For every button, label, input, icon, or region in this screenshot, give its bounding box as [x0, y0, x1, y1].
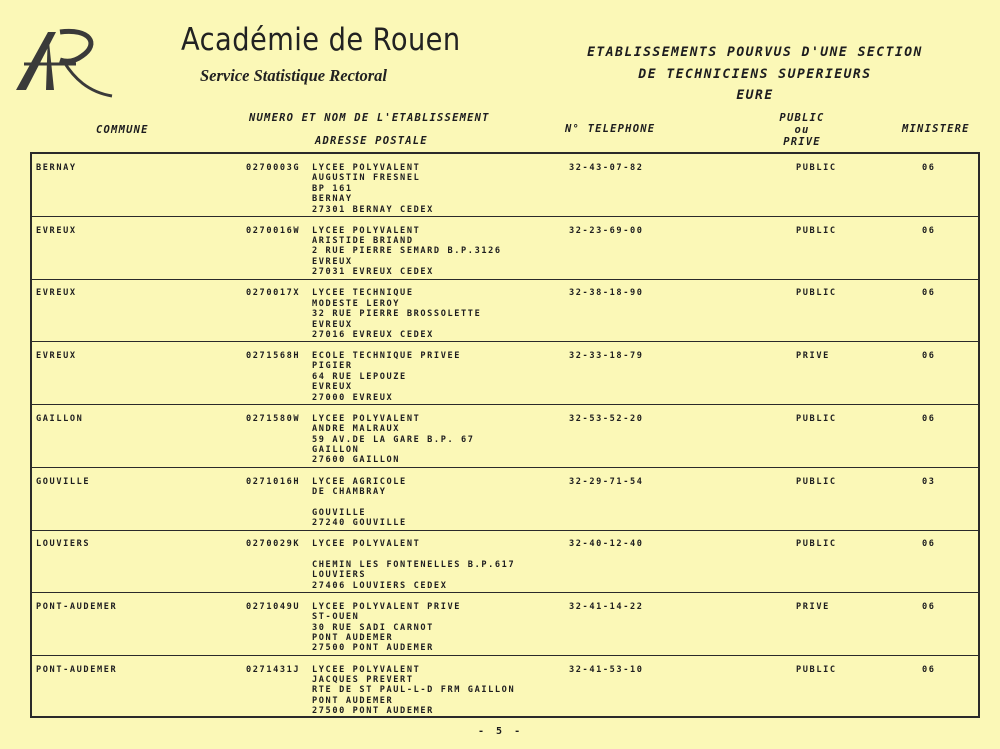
commune-cell: PONT-AUDEMER — [36, 601, 118, 612]
table-row — [32, 593, 978, 656]
establishment-code: 0270017X — [246, 288, 301, 299]
address-line: GAILLON — [312, 444, 360, 455]
postal-address — [312, 414, 475, 466]
address-line: EVREUX — [312, 382, 353, 393]
ministere-cell: 06 — [922, 539, 936, 550]
address-line: LYCEE POLYVALENT — [312, 413, 421, 424]
address-line: LYCEE POLYVALENT — [312, 163, 421, 173]
telephone-cell: 32-53-52-20 — [569, 413, 644, 424]
address-line: LYCEE POLYVALENT PRIVE — [312, 601, 462, 612]
telephone-cell: 32-33-18-79 — [569, 351, 644, 362]
postal-address — [312, 163, 434, 215]
address-line: LYCEE POLYVALENT — [312, 664, 421, 675]
commune-cell: BERNAY — [36, 163, 77, 173]
status-cell: PUBLIC — [796, 225, 837, 236]
address-line: LYCEE AGRICOLE — [312, 476, 407, 487]
telephone-cell: 32-23-69-00 — [569, 225, 644, 236]
table-row — [32, 342, 978, 405]
postal-address — [312, 665, 515, 717]
ministere-cell: 06 — [922, 225, 936, 236]
status-cell: PUBLIC — [796, 664, 837, 675]
address-line: 27031 EVREUX CEDEX — [312, 267, 434, 278]
column-header-ministere: MINISTERE — [902, 123, 970, 135]
address-line: EVREUX — [312, 319, 353, 330]
address-line: BERNAY — [312, 194, 353, 205]
address-line: ANDRE MALRAUX — [312, 424, 401, 435]
address-line: LOUVIERS — [312, 570, 367, 581]
status-cell: PUBLIC — [796, 476, 837, 487]
establishment-code: 0271049U — [246, 601, 301, 612]
page-number: - 5 - — [478, 726, 524, 737]
status-cell: PUBLIC — [796, 539, 837, 550]
column-header-public-prive — [768, 112, 836, 148]
address-line: JACQUES PREVERT — [312, 674, 414, 685]
table-row — [32, 154, 978, 217]
address-line: 27016 EVREUX CEDEX — [312, 329, 434, 340]
address-line: 27406 LOUVIERS CEDEX — [312, 580, 448, 591]
status-cell: PRIVE — [796, 601, 830, 612]
postal-address — [312, 226, 502, 278]
address-line: PONT AUDEMER — [312, 695, 394, 706]
address-line: EVREUX — [312, 256, 353, 267]
address-line: DE CHAMBRAY — [312, 486, 387, 497]
address-line — [312, 550, 515, 560]
ministere-cell: 06 — [922, 288, 936, 299]
address-line: LYCEE POLYVALENT — [312, 225, 421, 236]
postal-address — [312, 602, 461, 654]
address-line: PONT AUDEMER — [312, 633, 394, 644]
doc-title-line1: ETABLISSEMENTS POURVUS D'UNE SECTION — [587, 45, 923, 60]
table-row — [32, 217, 978, 280]
commune-cell: EVREUX — [36, 351, 77, 362]
commune-cell: LOUVIERS — [36, 539, 91, 550]
establishments-table — [30, 152, 980, 718]
address-line: 64 RUE LEPOUZE — [312, 371, 407, 382]
establishment-code: 0271580W — [246, 413, 301, 424]
ministere-cell: 06 — [922, 664, 936, 675]
ministere-cell: 03 — [922, 476, 936, 487]
establishment-code: 0271568H — [246, 351, 301, 362]
address-line: 27240 GOUVILLE — [312, 518, 407, 529]
column-header-adresse: ADRESSE POSTALE — [315, 135, 428, 147]
commune-cell: PONT-AUDEMER — [36, 664, 118, 675]
address-line: RTE DE ST PAUL-L-D FRM GAILLON — [312, 685, 516, 696]
ministere-cell: 06 — [922, 351, 936, 362]
telephone-cell: 32-40-12-40 — [569, 539, 644, 550]
telephone-cell: 32-41-53-10 — [569, 664, 644, 675]
establishment-code: 0271431J — [246, 664, 301, 675]
ministere-cell: 06 — [922, 413, 936, 424]
telephone-cell: 32-41-14-22 — [569, 601, 644, 612]
establishment-code: 0271016H — [246, 476, 301, 487]
address-line: BP 161 — [312, 183, 353, 194]
postal-address — [312, 288, 481, 340]
address-line: 27600 GAILLON — [312, 455, 401, 466]
table-row — [32, 405, 978, 468]
address-line: AUGUSTIN FRESNEL — [312, 173, 421, 184]
ministere-cell: 06 — [922, 163, 936, 173]
address-line: 27500 PONT AUDEMER — [312, 706, 434, 717]
commune-cell: GOUVILLE — [36, 476, 91, 487]
address-line: GOUVILLE — [312, 507, 367, 518]
address-line: ECOLE TECHNIQUE PRIVEE — [312, 351, 462, 362]
commune-cell: EVREUX — [36, 225, 77, 236]
status-cell: PUBLIC — [796, 413, 837, 424]
address-line: 30 RUE SADI CARNOT — [312, 622, 434, 633]
postal-address — [312, 539, 515, 591]
address-line: 27500 PONT AUDEMER — [312, 643, 434, 654]
column-header-commune: COMMUNE — [96, 124, 149, 136]
department-name: EURE — [736, 88, 774, 103]
address-line: MODESTE LEROY — [312, 298, 401, 309]
establishment-code: 0270029K — [246, 539, 301, 550]
academie-logo — [12, 26, 117, 104]
telephone-cell: 32-29-71-54 — [569, 476, 644, 487]
doc-title-line2: DE TECHNICIENS SUPERIEURS — [638, 66, 872, 82]
address-line: 27301 BERNAY CEDEX — [312, 204, 434, 215]
ministere-cell: 06 — [922, 601, 936, 612]
commune-cell: EVREUX — [36, 288, 77, 299]
address-line: ARISTIDE BRIAND — [312, 236, 414, 247]
brand-title: Académie de Rouen — [181, 22, 461, 58]
column-header-numero: NUMERO ET NOM DE L'ETABLISSEMENT — [249, 112, 490, 124]
status-cell: PUBLIC — [796, 163, 837, 173]
address-line: 27000 EVREUX — [312, 392, 394, 403]
document-heading — [560, 42, 950, 107]
table-row — [32, 468, 978, 531]
table-row — [32, 530, 978, 593]
brand-subtitle: Service Statistique Rectoral — [200, 66, 387, 85]
address-line: 2 RUE PIERRE SEMARD B.P.3126 — [312, 246, 502, 257]
address-line: LYCEE POLYVALENT — [312, 539, 421, 550]
address-line: CHEMIN LES FONTENELLES B.P.617 — [312, 559, 516, 570]
telephone-cell: 32-38-18-90 — [569, 288, 644, 299]
ou-label: ou — [794, 124, 810, 136]
postal-address — [312, 477, 407, 529]
commune-cell: GAILLON — [36, 413, 84, 424]
column-header-telephone: N° TELEPHONE — [565, 123, 656, 135]
table-row — [32, 656, 978, 719]
public-label: PUBLIC — [779, 112, 825, 124]
telephone-cell: 32-43-07-82 — [569, 163, 644, 173]
address-line — [312, 497, 407, 507]
table-row — [32, 279, 978, 342]
establishment-code: 0270016W — [246, 225, 301, 236]
postal-address — [312, 351, 461, 403]
status-cell: PUBLIC — [796, 288, 837, 299]
address-line: ST-OUEN — [312, 612, 360, 623]
address-line: LYCEE TECHNIQUE — [312, 288, 414, 299]
establishment-code: 0270003G — [246, 163, 301, 173]
address-line: 59 AV.DE LA GARE B.P. 67 — [312, 434, 475, 445]
prive-label: PRIVE — [783, 136, 821, 148]
address-line: 32 RUE PIERRE BROSSOLETTE — [312, 309, 482, 320]
status-cell: PRIVE — [796, 351, 830, 362]
address-line: PIGIER — [312, 361, 353, 372]
